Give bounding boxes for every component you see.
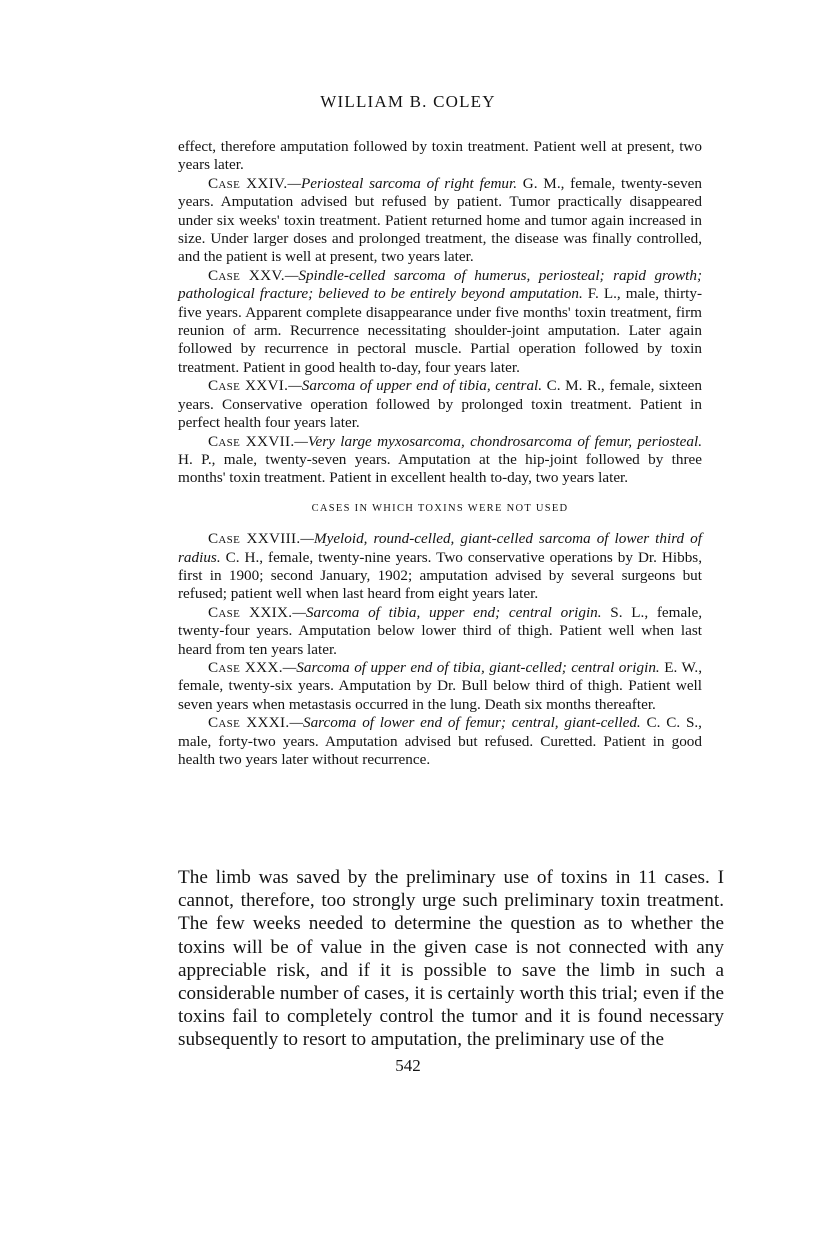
case-entry [178,530,702,604]
page-number: 542 [395,1056,421,1075]
case-diagnosis: —Sarcoma of tibia, upper end; central origin. [292,603,602,621]
case-label: Case XXV. [208,266,285,284]
case-label: Case XXVI. [208,377,289,395]
case-text: C. C. S., male, forty-two years. Amputation advised but refused. Curetted. Patient in good health two years later without recurrence. [178,714,702,768]
case-text: G. M., female, twenty-seven years. Amputation advised but refused by patient. Tumor practically disappeared under six weeks' toxin treatment. Patient returned home and tumor again increased in size. Under larger doses and prolonged treatment, the disease was finally controlled, and the patient is well at present, two years later. [178,174,702,266]
case-diagnosis: —Periosteal sarcoma of right femur. [287,174,518,192]
case-text: F. L., male, thirty-five years. Apparent complete disappearance under five months' toxin treatment, firm reunion of arm. Recurrence necessitating shoulder-joint amputation. Later again followed by recurrence in pectoral muscle. Partial operation followed by toxin treatment. Patient in good health to-day, four years later. [178,285,702,376]
main-paragraph: The limb was saved by the preliminary use of toxins in 11 cases. I cannot, therefore, too strongly urge such preliminary toxin treatment. The few weeks needed to determine the question as to whether the toxins will be of value in the given case is not connected with any appreciable risk, and if it is possible to save the limb in such a considerable number of cases, it is certainly worth this trial; even if the toxins fail to completely control the tumor and it is found necessary subsequently to resort to amputation, the preliminary use of the [178,867,724,1051]
continuation-paragraph: effect, therefore amputation followed by toxin treatment. Patient well at present, two years later. [178,138,702,174]
case-entry [178,267,702,377]
case-text: E. W., female, twenty-six years. Amputation by Dr. Bull below third of thigh. Patient well seven years when metastasis occurred in the lung. Death six months thereafter. [178,658,703,713]
case-entry [178,433,702,488]
case-entry [178,659,702,714]
case-text: C. H., female, twenty-nine years. Two conservative operations by Dr. Hibbs, first in 1900; second January, 1902; amputation advised by several surgeons but refused; patient well when last heard from eight years later. [178,548,702,603]
section-heading: CASES IN WHICH TOXINS WERE NOT USED [311,502,569,514]
case-entry [178,714,702,769]
case-entry [178,604,702,659]
case-text: S. L., female, twenty-four years. Amputation below lower third of thigh. Patient well when last heard from ten years later. [178,603,702,658]
case-entry [178,175,702,267]
case-entry [178,377,702,432]
case-list-block [178,138,702,769]
case-text: C. M. R., female, sixteen years. Conservative operation followed by prolonged toxin treatment. Patient in perfect health four years later. [178,377,702,432]
case-diagnosis: —Sarcoma of upper end of tibia, central. [288,377,543,395]
case-label: Case XXIV. [208,174,288,192]
case-diagnosis: —Sarcoma of upper end of tibia, giant-celled; central origin. [282,658,660,676]
case-label: Case XXXI. [208,714,290,732]
case-diagnosis: —Very large myxosarcoma, chondrosarcoma of femur, periosteal. [294,432,702,450]
case-label: Case XXX. [208,658,283,676]
case-diagnosis: —Sarcoma of lower end of femur; central, giant-celled. [289,714,641,732]
case-label: Case XXIX. [208,603,293,621]
case-diagnosis: —Spindle-celled sarcoma of humerus, periosteal; rapid growth; pathological fracture; believed to be entirely beyond amputation. [178,266,702,303]
case-label: Case XXVIII. [208,530,301,548]
case-label: Case XXVII. [208,432,295,450]
case-text: H. P., male, twenty-seven years. Amputation at the hip-joint followed by three months' toxin treatment. Patient in excellent health to-day, two years later. [178,450,702,487]
running-head: WILLIAM B. COLEY [320,92,496,111]
case-diagnosis: —Myeloid, round-celled, giant-celled sarcoma of lower third of radius. [178,530,702,566]
